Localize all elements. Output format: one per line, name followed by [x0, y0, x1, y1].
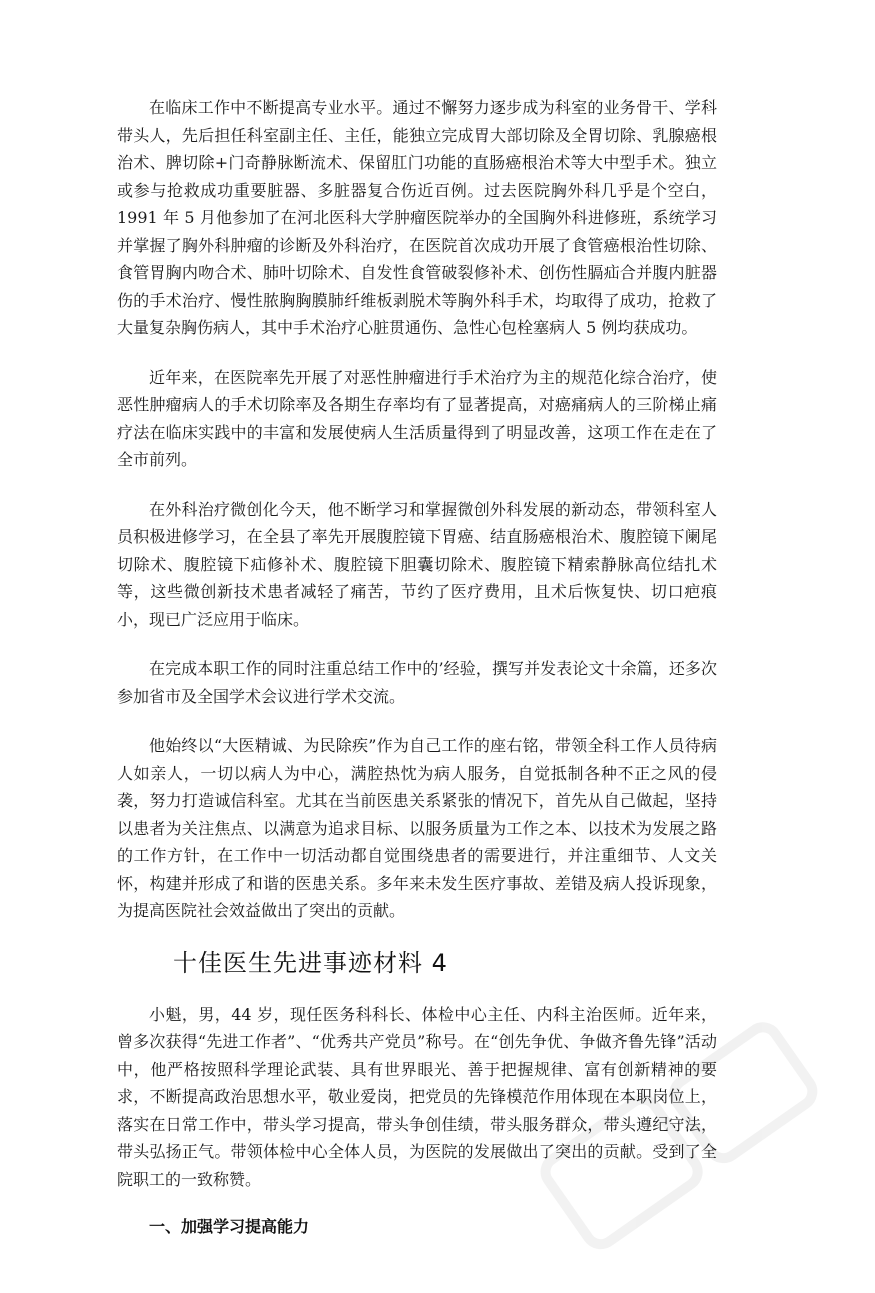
paragraph-academic-papers: 在完成本职工作的同时注重总结工作中的’经验，撰写并发表论文十余篇，还多次参加省市及全国学术会议进行学术交流。 [117, 659, 717, 706]
paragraph-clinical-work: 在临床工作中不断提高专业水平。通过不懈努力逐步成为科室的业务骨干、学科带头人，先后担任科室副主任、主任，能独立完成胃大部切除及全胃切除、乳腺癌根治术、脾切除+门奇静脉断流术、保留肛门功能的直肠癌根治术等大中型手术。独立或参与抢救成功重要脏器、多脏器复合伤近百例。过去医院胸外科几乎是个空白，1991 年 5 月他参加了在河北医科大学肿瘤医院举办的全国胸外科进修班，系统学习并掌握了胸外科肿瘤的诊断及外科治疗，在医院首次成功开展了食管癌根治性切除、食管胃胸内吻合术、肺叶切除术、自发性食管破裂修补术、创伤性膈疝合并腹内脏器伤的手术治疗、慢性脓胸胸膜肺纤维板剥脱术等胸外科手术，均取得了成功，抢救了大量复杂胸伤病人，其中手术治疗心脏贯通伤、急性心包栓塞病人 5 例均获成功。 [117, 98, 717, 337]
subheading-strengthen-learning: 一、加强学习提高能力 [149, 1217, 310, 1236]
paragraph-tumor-treatment: 近年来，在医院率先开展了对恶性肿瘤进行手术治疗为主的规范化综合治疗，使恶性肿瘤病人的手术切除率及各期生存率均有了显著提高，对癌痛病人的三阶梯止痛疗法在临床实践中的丰富和发展使病人生活质量得到了明显改善，这项工作在走在了全市前列。 [117, 367, 717, 469]
paragraph-section-intro: 小魁，男，44 岁，现任医务科科长、体检中心主任、内科主治医师。近年来，曾多次获得“先进工作者”、“优秀共产党员”称号。在“创先争优、争做齐鲁先锋”活动中，他严格按照科学理论武装、具有世界眼光、善于把握规律、富有创新精神的要求，不断提高政治思想水平，敬业爱岗，把党员的先锋模范作用体现在本职岗位上，落实在日常工作中，带头学习提高，带头争创佳绩，带头服务群众，带头遵纪守法，带头弘扬正气。带领体检中心全体人员，为医院的发展做出了突出的贡献。受到了全院职工的一致称赞。 [117, 1004, 717, 1189]
paragraph-minimally-invasive: 在外科治疗微创化今天，他不断学习和掌握微创外科发展的新动态，带领科室人员积极进修学习，在全县了率先开展腹腔镜下胃癌、结直肠癌根治术、腹腔镜下阑尾切除术、腹腔镜下疝修补术、腹腔镜下胆囊切除术、腹腔镜下精索静脉高位结扎术等，这些微创新技术患者减轻了痛苦，节约了医疗费用，且术后恢复快、切口疤痕小，现已广泛应用于临床。 [117, 499, 717, 629]
section-heading: 十佳医生先进事迹材料 4 [173, 948, 448, 977]
paragraph-patient-service: 他始终以“大医精诚、为民除疾”作为自己工作的座右铭，带领全科工作人员待病人如亲人，一切以病人为中心，满腔热忱为病人服务，自觉抵制各种不正之风的侵袭，努力打造诚信科室。尤其在当前医患关系紧张的情况下，首先从自己做起，坚持以患者为关注焦点、以满意为追求目标、以服务质量为工作之本、以技术为发展之路的工作方针，在工作中一切活动都自觉围绕患者的需要进行，并注重细节、人文关怀，构建并形成了和谐的医患关系。多年来未发生医疗事故、差错及病人投诉现象，为提高医院社会效益做出了突出的贡献。 [117, 736, 717, 920]
document-body [117, 94, 717, 1241]
